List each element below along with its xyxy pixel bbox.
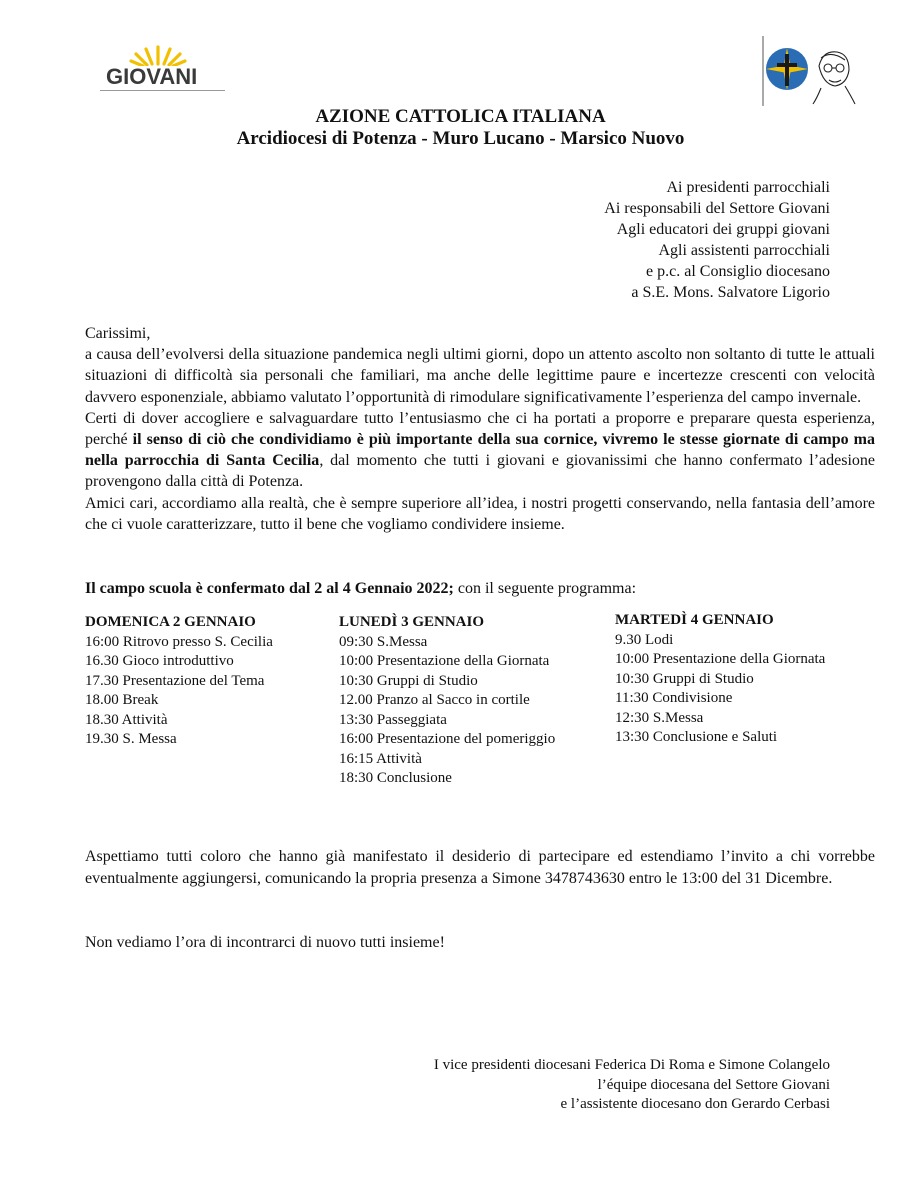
final-sentence: Non vediamo l’ora di incontrarci di nuovo tutti insieme! xyxy=(85,934,445,951)
program-day-title: LUNEDÌ 3 GENNAIO xyxy=(339,614,485,630)
recipients-block xyxy=(604,177,830,303)
signature-line: l’équipe diocesana del Settore Giovani xyxy=(597,1076,830,1093)
camp-confirmation-bold: Il campo scuola è confermato dal 2 al 4 Gennaio 2022; xyxy=(85,580,454,597)
paragraph-2-end: , dal momento che tutti i giovani e giovanissimi che hanno confermato l’adesione provengono dalla città di Potenza. xyxy=(85,452,875,491)
paragraph-1: a causa dell’evolversi della situazione pandemica negli ultimi giorni, dopo un attento ascolto non soltanto di tutte le attuali situazioni di difficoltà sia personali che familiari, ma anche delle legittime paure e incertezze crescenti con velocità davvero esponenziale, abbiamo valutato l’opportunità di rimodulare significativamente l’esperienza del campo invernale. xyxy=(85,346,875,406)
signature-line: I vice presidenti diocesani Federica Di Roma e Simone Colangelo xyxy=(433,1057,830,1073)
cross-emblem-icon xyxy=(761,36,857,106)
giovani-logo xyxy=(100,44,225,102)
letterhead xyxy=(0,106,921,150)
program-item: 18.30 Attività xyxy=(85,711,168,728)
program-item: 10:30 Gruppi di Studio xyxy=(339,672,478,689)
program-item: 16.30 Gioco introduttivo xyxy=(85,653,234,669)
giovani-logo-text: GIOVANI xyxy=(106,64,198,89)
paragraph-2 xyxy=(85,408,875,493)
recipient-line: Agli educatori dei gruppi giovani xyxy=(616,221,830,238)
camp-confirmation-rest: con il seguente programma: xyxy=(453,580,637,597)
camp-confirmation xyxy=(85,578,636,599)
program-item: 13:30 Passeggiata xyxy=(339,711,447,728)
program-item: 16:00 Presentazione del pomeriggio xyxy=(339,731,556,747)
program-item: 10:00 Presentazione della Giornata xyxy=(339,653,550,669)
program-item: 18:30 Conclusione xyxy=(339,770,452,786)
paragraph-3: Amici cari, accordiamo alla realtà, che è sempre superiore all’idea, i nostri progetti conservando, nella fantasia dell’amore che ci vuole caratterizzare, tutto il bene che vogliamo condividere insieme. xyxy=(85,494,875,533)
program-item: 10:00 Presentazione della Giornata xyxy=(615,651,826,667)
sun-rays-icon xyxy=(128,44,188,66)
recipient-line: e p.c. al Consiglio diocesano xyxy=(646,263,830,280)
paragraph-2-start: Certi di dover accogliere e salvaguardare tutto l’entusiasmo che ci ha portati a proporre e preparare questa esperienza, perché xyxy=(85,409,875,449)
diocese-title: Arcidiocesi di Potenza - Muro Lucano - Marsico Nuovo xyxy=(236,128,685,149)
program-day-2 xyxy=(339,613,555,789)
greeting: Carissimi, xyxy=(85,325,151,342)
paragraph-2-emphasis: il senso di ciò che condividiamo è più importante della sua cornice, vivremo le stesse giornate di campo ma nella parrocchia di Santa Cecilia xyxy=(85,431,875,470)
program-item: 11:30 Condivisione xyxy=(615,690,733,706)
recipient-line: Ai responsabili del Settore Giovani xyxy=(604,200,830,217)
closing-paragraph: Aspettiamo tutti coloro che hanno già manifestato il desiderio di partecipare ed estendiamo l’invito a chi vorrebbe eventualmente aggiungersi, comunicando la propria presenza a Simone 3478743630 entro le 13:00 del 31 Dicembre. xyxy=(85,848,875,887)
program-day-title: DOMENICA 2 GENNAIO xyxy=(85,614,256,630)
program-item: 9.30 Lodi xyxy=(615,631,674,648)
recipient-line: Ai presidenti parrocchiali xyxy=(666,179,830,196)
program-item: 19.30 S. Messa xyxy=(85,731,177,747)
signature-line: e l’assistente diocesano don Gerardo Cerbasi xyxy=(560,1096,830,1112)
program-item: 17.30 Presentazione del Tema xyxy=(85,672,265,689)
program-day-title: MARTEDÌ 4 GENNAIO xyxy=(615,612,774,628)
program-day-1 xyxy=(85,613,273,750)
program-item: 10:30 Gruppi di Studio xyxy=(615,670,754,687)
organization-title: AZIONE CATTOLICA ITALIANA xyxy=(315,106,606,127)
program-day-3 xyxy=(615,611,825,748)
program-item: 12:30 S.Messa xyxy=(615,709,704,726)
recipient-line: Agli assistenti parrocchiali xyxy=(658,242,830,259)
letter-body xyxy=(85,323,875,535)
program-item: 13:30 Conclusione e Saluti xyxy=(615,729,778,745)
program-item: 16:00 Ritrovo presso S. Cecilia xyxy=(85,633,273,650)
program-item: 18.00 Break xyxy=(85,692,159,708)
signature-block xyxy=(434,1056,830,1115)
logo-underline xyxy=(100,90,225,95)
program-item: 16:15 Attività xyxy=(339,750,422,767)
program-item: 12.00 Pranzo al Sacco in cortile xyxy=(339,692,530,708)
program-item: 09:30 S.Messa xyxy=(339,633,428,650)
recipient-line: a S.E. Mons. Salvatore Ligorio xyxy=(631,284,830,301)
